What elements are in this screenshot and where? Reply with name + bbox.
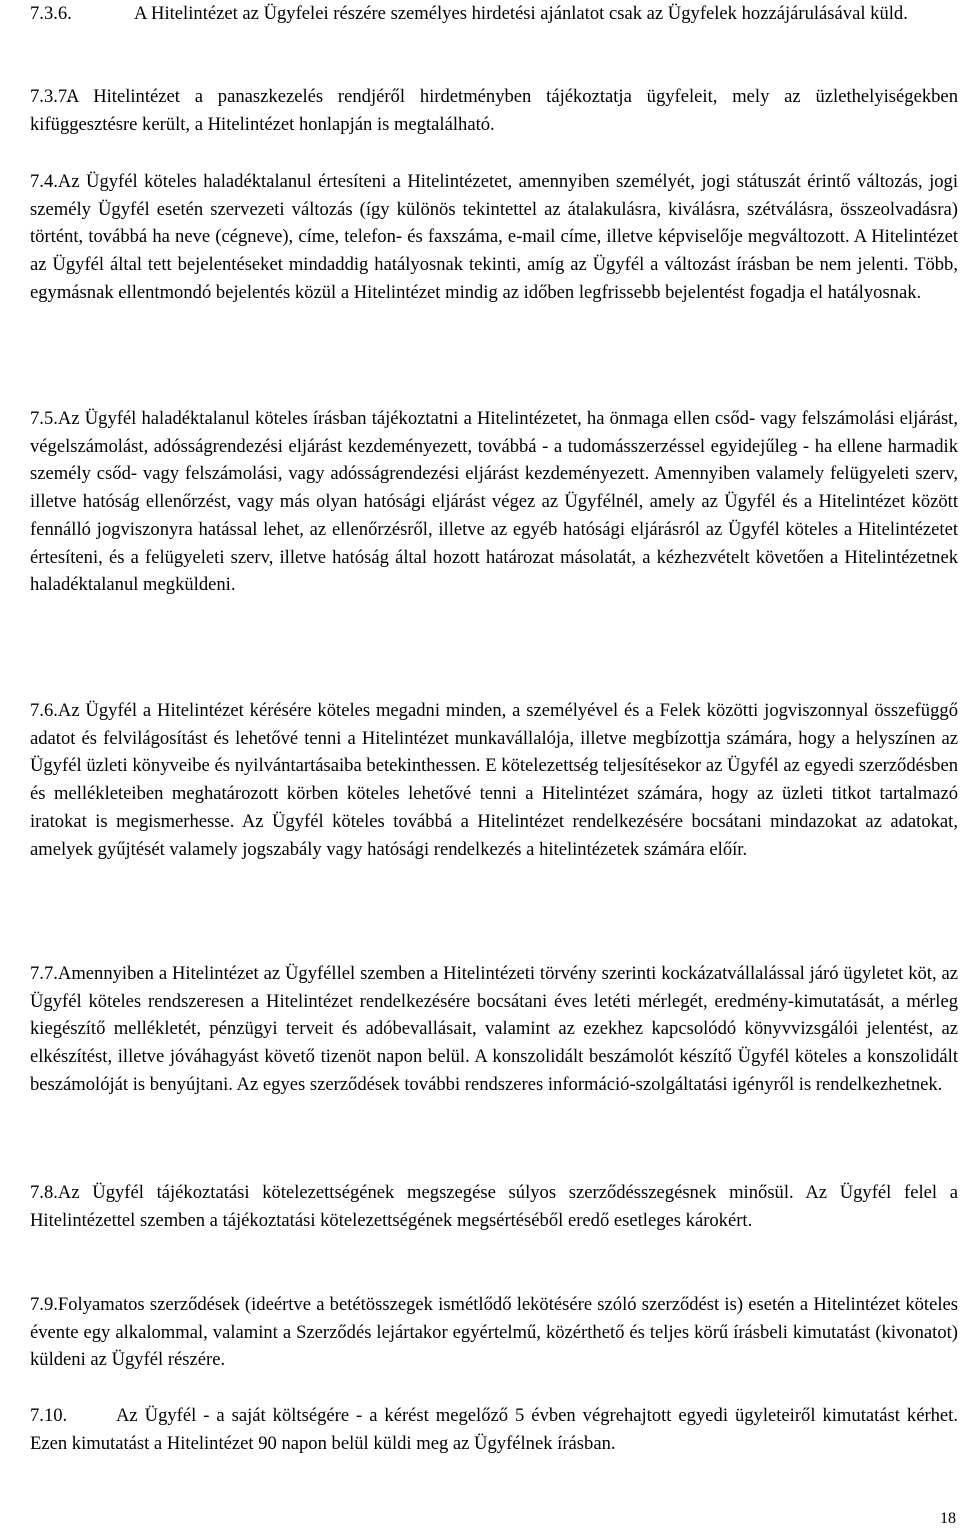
- section-7-7: [30, 960, 958, 1099]
- section-text: Folyamatos szerződések (ideértve a betétösszegek ismétlődő lekötésére szóló szerződést is) esetén a Hitelintézet köteles évente egy alkalommal, valamint a Szerződés lejártakor egyértelmű, közérthető és teljes körű írásbeli kimutatást (kivonatot) küldeni az Ügyfél részére.: [30, 1294, 958, 1371]
- section-7-8: [30, 1179, 958, 1234]
- section-7-4: [30, 168, 958, 307]
- section-7-9: [30, 1291, 958, 1374]
- section-text: Az Ügyfél köteles haladéktalanul értesíteni a Hitelintézetet, amennyiben személyét, jogi státuszát érintő változás, jogi személy Ügyfél esetén szervezeti változás (így különös tekintettel az átalakulásra, kiválásra, szétválásra, összeolvadásra) történt, továbbá ha neve (cégneve), címe, telefon- és faxszáma, e-mail címe, illetve képviselője megváltozott. A Hitelintézet az Ügyfél által tett bejelentéseket mindaddig hatályosnak tekinti, amíg az Ügyfél a változást írásban be nem jelenti. Több, egymásnak ellentmondó bejelentés közül a Hitelintézet mindig az időben legfrissebb bejelentést fogadja el hatályosnak.: [30, 171, 958, 303]
- section-number: 7.3.6.: [30, 3, 72, 24]
- section-number: 7.3.7.: [30, 86, 72, 107]
- section-7-10: [30, 1402, 958, 1457]
- section-7-3-6: [30, 0, 958, 28]
- section-number: 7.4.: [30, 171, 58, 192]
- section-number: 7.7.: [30, 963, 58, 984]
- section-number: 7.10.: [30, 1405, 68, 1426]
- section-text: A Hitelintézet az Ügyfelei részére személyes hirdetési ajánlatot csak az Ügyfelek hozzájárulásával küld.: [134, 3, 908, 24]
- page-number: 18: [940, 1510, 956, 1527]
- section-text: A Hitelintézet a panaszkezelés rendjéről hirdetményben tájékoztatja ügyfeleit, mely az üzlethelyiségekben kifüggesztésre került, a Hitelintézet honlapján is megtalálható.: [30, 86, 958, 135]
- section-text: Az Ügyfél a Hitelintézet kérésére köteles megadni minden, a személyével és a Felek közötti jogviszonnyal összefüggő adatot és felvilágosítást és lehetővé tenni a Hitelintézet munkavállalója, illetve megbízottja számára, hogy a helyszínen az Ügyfél üzleti könyveibe és nyilvántartásaiba betekinthessen. E kötelezettség teljesítésekor az Ügyfél az egyedi szerződésben és mellékleteiben meghatározott körben köteles lehetővé tenni a Hitelintézet számára, hogy az üzleti titkot tartalmazó iratokat is megismerhesse. Az Ügyfél köteles továbbá a Hitelintézet rendelkezésére bocsátani mindazokat az adatokat, amelyek gyűjtését valamely jogszabály vagy hatósági rendelkezés a hitelintézetek számára előír.: [30, 700, 958, 860]
- section-number: 7.6.: [30, 700, 58, 721]
- section-text: Az Ügyfél haladéktalanul köteles írásban tájékoztatni a Hitelintézetet, ha önmaga ellen csőd- vagy felszámolási eljárást, végelszámolást, adósságrendezési eljárást kezdeményezett, továbbá - a tudomásszerzéssel egyidejűleg - ha ellene harmadik személy csőd- vagy felszámolási, vagy adósságrendezési eljárást kezdeményezett. Amennyiben valamely felügyeleti szerv, illetve hatóság ellenőrzést, vagy más olyan hatósági eljárást végez az Ügyfélnél, amely az Ügyfél és a Hitelintézet között fennálló jogviszonyra hatással lehet, az ellenőrzésről, illetve az egyéb hatósági eljárásról az Ügyfél köteles a Hitelintézetet értesíteni, és a felügyeleti szerv, illetve hatóság által hozott határozat másolatát, a kézhezvételt követően a Hitelintézetnek haladéktalanul megküldeni.: [30, 408, 958, 596]
- section-number: 7.9.: [30, 1294, 58, 1315]
- section-text: Az Ügyfél tájékoztatási kötelezettségének megszegése súlyos szerződésszegésnek minősül. Az Ügyfél felel a Hitelintézettel szemben a tájékoztatási kötelezettségének megsértéséből eredő esetleges károkért.: [30, 1182, 958, 1231]
- section-text: Amennyiben a Hitelintézet az Ügyféllel szemben a Hitelintézeti törvény szerinti kockázatvállalással járó ügyletet köt, az Ügyfél köteles rendszeresen a Hitelintézet rendelkezésére bocsátani éves letéti mérlegét, eredmény-kimutatását, a mérleg kiegészítő mellékletét, pénzügyi terveit és adóbevallásait, valamint az ezekhez kapcsolódó könyvvizsgálói jelentést, az elkészítést, illetve jóváhagyást követő tizenöt napon belül. A konszolidált beszámolót készítő Ügyfél köteles a konszolidált beszámolóját is benyújtani. Az egyes szerződések további rendszeres információ-szolgáltatási igényről is rendelkezhetnek.: [30, 963, 958, 1095]
- section-number: 7.5.: [30, 408, 58, 429]
- section-7-5: [30, 405, 958, 599]
- section-7-3-7: [30, 83, 958, 138]
- section-text: Az Ügyfél - a saját költségére - a kérést megelőző 5 évben végrehajtott egyedi ügyleteiről kimutatást kérhet. Ezen kimutatást a Hitelintézet 90 napon belül küldi meg az Ügyfélnek írásban.: [30, 1405, 958, 1454]
- section-number: 7.8.: [30, 1182, 58, 1203]
- section-7-6: [30, 697, 958, 863]
